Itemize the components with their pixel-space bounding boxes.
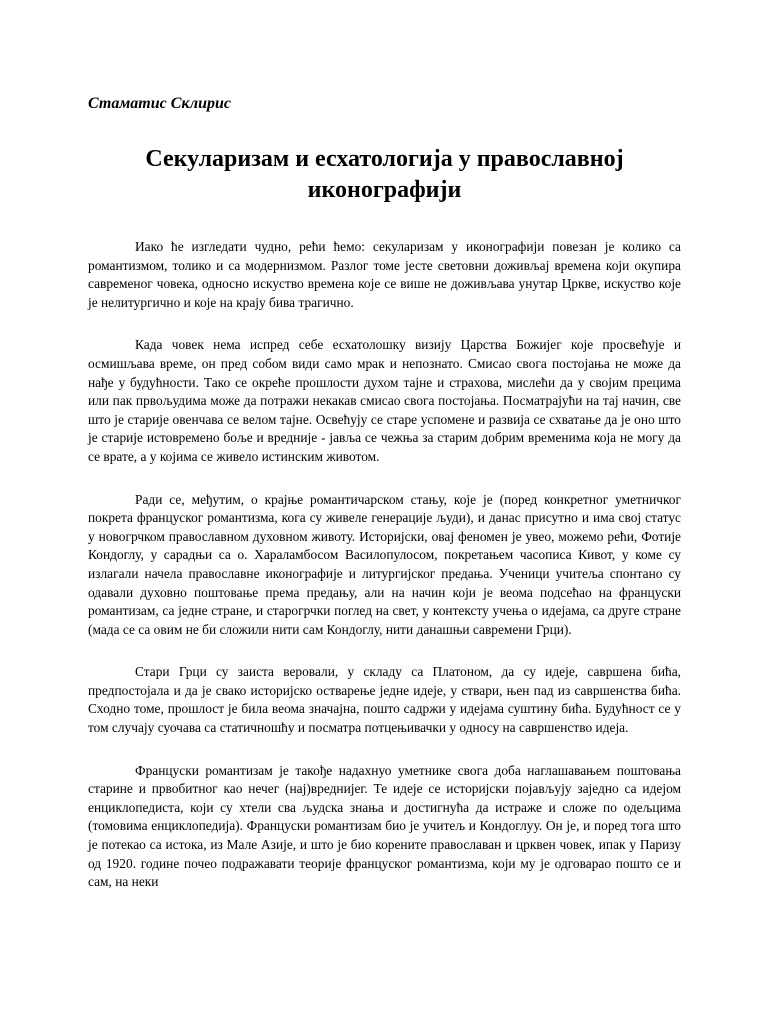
paragraph-1: Иако ће изгледати чудно, рећи ћемо: секуларизам у иконографији повезан је колико са романтизмом, толико и са модернизмом. Разлог томе јесте световни доживљај времена који окупира савременог човека, односно искуство времена које се више не доживљава унутар Цркве, искуство које је нелитургично и које на крају бива трагично. bbox=[88, 239, 681, 310]
paragraph-2: Када човек нема испред себе есхатолошку визију Царства Божијег које просвећује и осмишљава време, он пред собом види само мрак и непознато. Смисао свога постојања не може да нађе у будућности. Тако се окреће прошлости духом тајне и страхова, мислећи да у својим прецима или пак првољудима може да потражи некакав смисао свога постојања. Посматрајући на тај начин, све што је старије овенчава се велом тајне. Освећују се старе успомене и развија се схватање да је оно што је старије истовремено боље и вредније - јавља се чежња за старим добрим временима која не могу да се врате, а у којима се живело истинским животом. bbox=[88, 337, 681, 464]
paragraph-5: Француски романтизам је такође надахнуо уметнике свога доба наглашавањем поштовања старине и првобитног као нечег (нај)вреднијег. Те идеје се историјски појављују заједно са идејом енциклопедиста, који су хтели сва људска знања и достигнућа да истраже и сложе по одељцима (томовима енциклопедија). Француски романтизам био је учитељ и Кондоглуу. Он је, и поред тога што је потекао са истока, из Мале Азије, и што је био корените православан и црквен човек, ипак у Паризу од 1920. године почео подражавати теорије француског романтизма, који му је одговарао пошто се и сам, на неки bbox=[88, 762, 681, 890]
document-title: Секуларизам и есхатологија у православној иконографији bbox=[145, 146, 624, 203]
paragraph-4: Стари Грци су заиста веровали, у складу са Платоном, да су идеје, савршена бића, предпостојала и да је свако историјско остварење једне идеје, у ствари, њен пад из савршенства бића. Сходно томе, прошлост је била веома значајна, пошто садржи у идејама суштину бића. Будућност се у том случају суочава са статичношћу и посматра потцењивачки у односу на савршенство идеја. bbox=[88, 664, 681, 736]
document-body bbox=[88, 238, 681, 916]
paragraph-3: Ради се, међутим, о крајње романтичарском стању, које је (поред конкретног уметничког покрета француског романтизма, кога су живеле генерације људи), и данас присутно и има свој статус у новогрчком православном духовном животу. Историјски, овај феномен је увео, можемо рећи, Фотије Кондоглу, у сарадњи са о. Хараламбосом Василопулосом, покретањем часописа Кивот, у коме су излагали начела православне иконографије и литургијског предања. Ученици учитеља спонтано су одавали духовно поштовање према предању, али на начин који је веома подсећао на француски романтизам, са једне стране, и старогрчки поглед на свет, у контексту учења о идејама, са друге стране (мада се са овим не би сложили нити сам Кондоглу, нити данашњи савремени Грци). bbox=[88, 491, 681, 637]
author-name: Стаматис Склирис bbox=[88, 95, 231, 112]
